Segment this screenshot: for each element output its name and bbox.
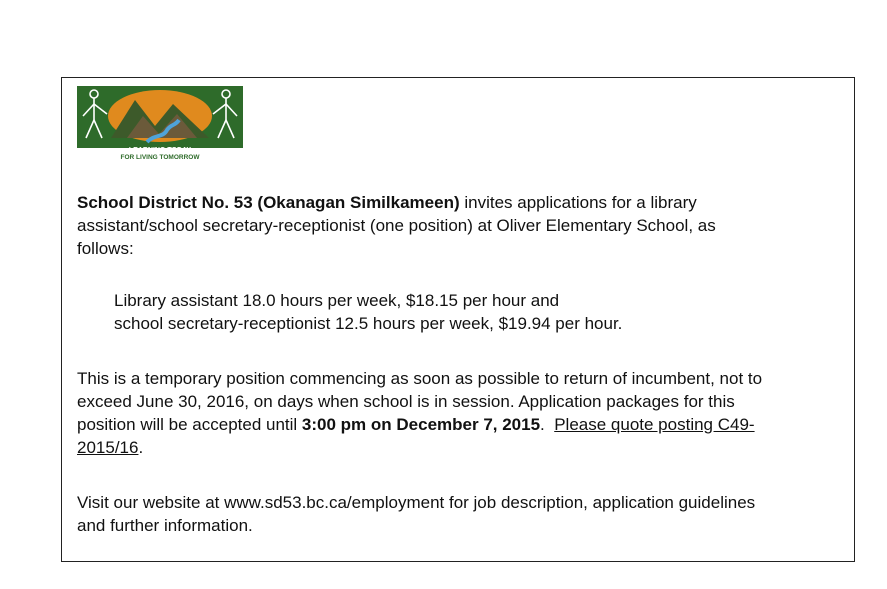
terms-line4-end: .	[138, 438, 144, 457]
terms-line1: This is a temporary position commencing as soon as possible to return of incumbent, not to	[77, 369, 763, 388]
terms-line2: exceed June 30, 2016, on days when school is in session. Application packages for this	[77, 392, 735, 411]
positions-list	[114, 289, 814, 335]
intro-line1-rest: invites applications for a library	[459, 193, 697, 212]
terms-line3-start: position will be accepted until	[77, 415, 302, 434]
logo-tagline-line1: LEARNING TODAY	[128, 147, 192, 154]
position-secretary-receptionist: school secretary-receptionist 12.5 hours per week, $19.94 per hour.	[114, 314, 623, 333]
organization-name: School District No. 53 (Okanagan Similkameen)	[77, 193, 460, 212]
website-paragraph	[77, 491, 847, 537]
website-line1: Visit our website at www.sd53.bc.ca/employment for job description, application guidelines	[77, 493, 756, 512]
intro-paragraph	[77, 191, 847, 260]
school-district-logo	[77, 86, 243, 164]
posting-quote-part1: Please quote posting C49-	[554, 415, 755, 434]
terms-paragraph	[77, 367, 847, 459]
terms-line3-mid: .	[540, 415, 555, 434]
website-line2: and further information.	[77, 516, 253, 535]
intro-line3: follows:	[77, 239, 134, 258]
logo-tagline-line2: FOR LIVING TOMORROW	[120, 154, 200, 161]
posting-quote-part2: 2015/16	[77, 438, 139, 457]
position-library-assistant: Library assistant 18.0 hours per week, $18.15 per hour and	[114, 291, 560, 310]
application-deadline: 3:00 pm on December 7, 2015	[301, 415, 541, 434]
intro-line2: assistant/school secretary-receptionist (one position) at Oliver Elementary School, as	[77, 216, 716, 235]
